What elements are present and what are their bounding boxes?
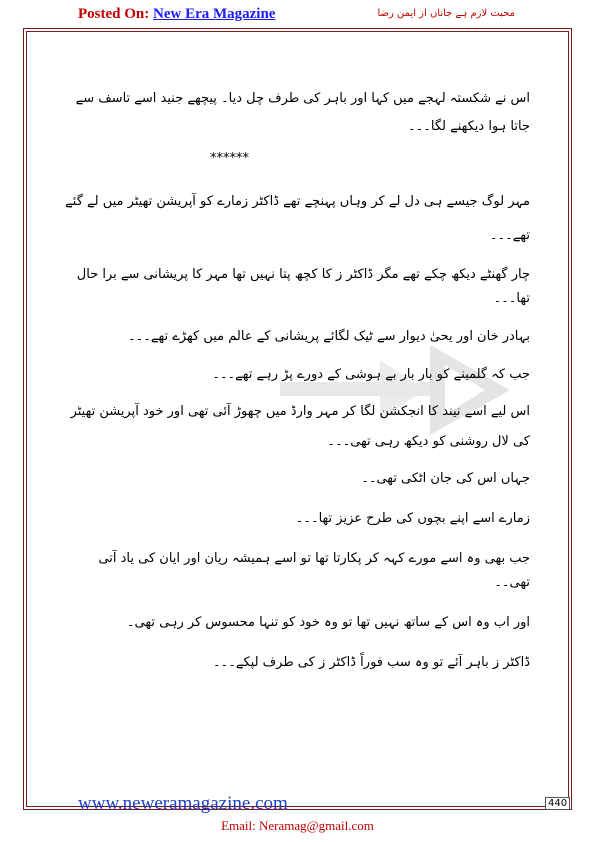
footer-email[interactable]: Email: Neramag@gmail.com: [221, 818, 374, 833]
section-divider: ******: [210, 151, 249, 166]
magazine-link[interactable]: New Era Magazine: [153, 6, 276, 22]
article-body: [60, 85, 530, 675]
posted-on: [78, 6, 275, 23]
paragraph: جہاں اس کی جان اٹکی تھی۔۔: [361, 471, 530, 486]
paragraph: زمارے اسے اپنے بچوں کی طرح عزیز تھا۔۔۔: [295, 511, 530, 526]
paragraph: اس لیے اسے نیند کا انجکشن لگا کر مہر وارڈ میں چھوڑ آئی تھی اور خود آپریشن تھیٹر کی لال روشنی کو دیکھ رہی تھی۔۔۔: [70, 404, 530, 449]
paragraph: مہر لوگ جیسے ہی دل لے کر وہاں پہنچے تھے ڈاکٹر زمارے کو آپریشن تھیٹر میں لے گئے تھے۔۔۔: [65, 194, 530, 243]
paragraph: اور اب وہ اس کے ساتھ نہیں تھا تو وہ خود کو تنہا محسوس کر رہی تھی۔: [126, 615, 530, 630]
paragraph: اس نے شکستہ لہجے میں کہا اور باہر کی طرف چل دیا۔ پیچھے جنید اسے تاسف سے جاتا ہوا دیکھنے لگا۔۔۔: [75, 91, 530, 134]
paragraph: جب کہ گلمینے کو بار بار بے ہوشی کے دورے پڑ رہے تھے۔۔۔: [212, 367, 530, 382]
page-header: [0, 0, 595, 26]
posted-label: Posted On:: [78, 6, 150, 22]
paragraph: جب بھی وہ اسے مورے کہہ کر پکارتا تھا تو اسے ہمیشہ ریان اور ایان کی یاد آتی تھی۔۔: [98, 551, 530, 590]
footer-website[interactable]: www.neweramagazine.com: [78, 793, 288, 814]
paragraph: ڈاکٹر ز باہر آئے تو وہ سب فوراً ڈاکٹر ز کی طرف لپکے۔۔۔: [213, 655, 530, 670]
page-number: 440: [545, 797, 570, 810]
paragraph: چار گھنٹے دیکھ چکے تھے مگر ڈاکٹر ز کا کچھ پتا نہیں تھا مہر کا پریشانی سے برا حال تھا۔۔۔: [76, 267, 530, 306]
book-title: محبت لازم ہے جاناں از ایمن رضا: [377, 8, 515, 19]
paragraph: بہادر خان اور یحیٰ دیوار سے ٹیک لگائے پریشانی کے عالم میں کھڑے تھے۔۔۔: [128, 329, 530, 344]
